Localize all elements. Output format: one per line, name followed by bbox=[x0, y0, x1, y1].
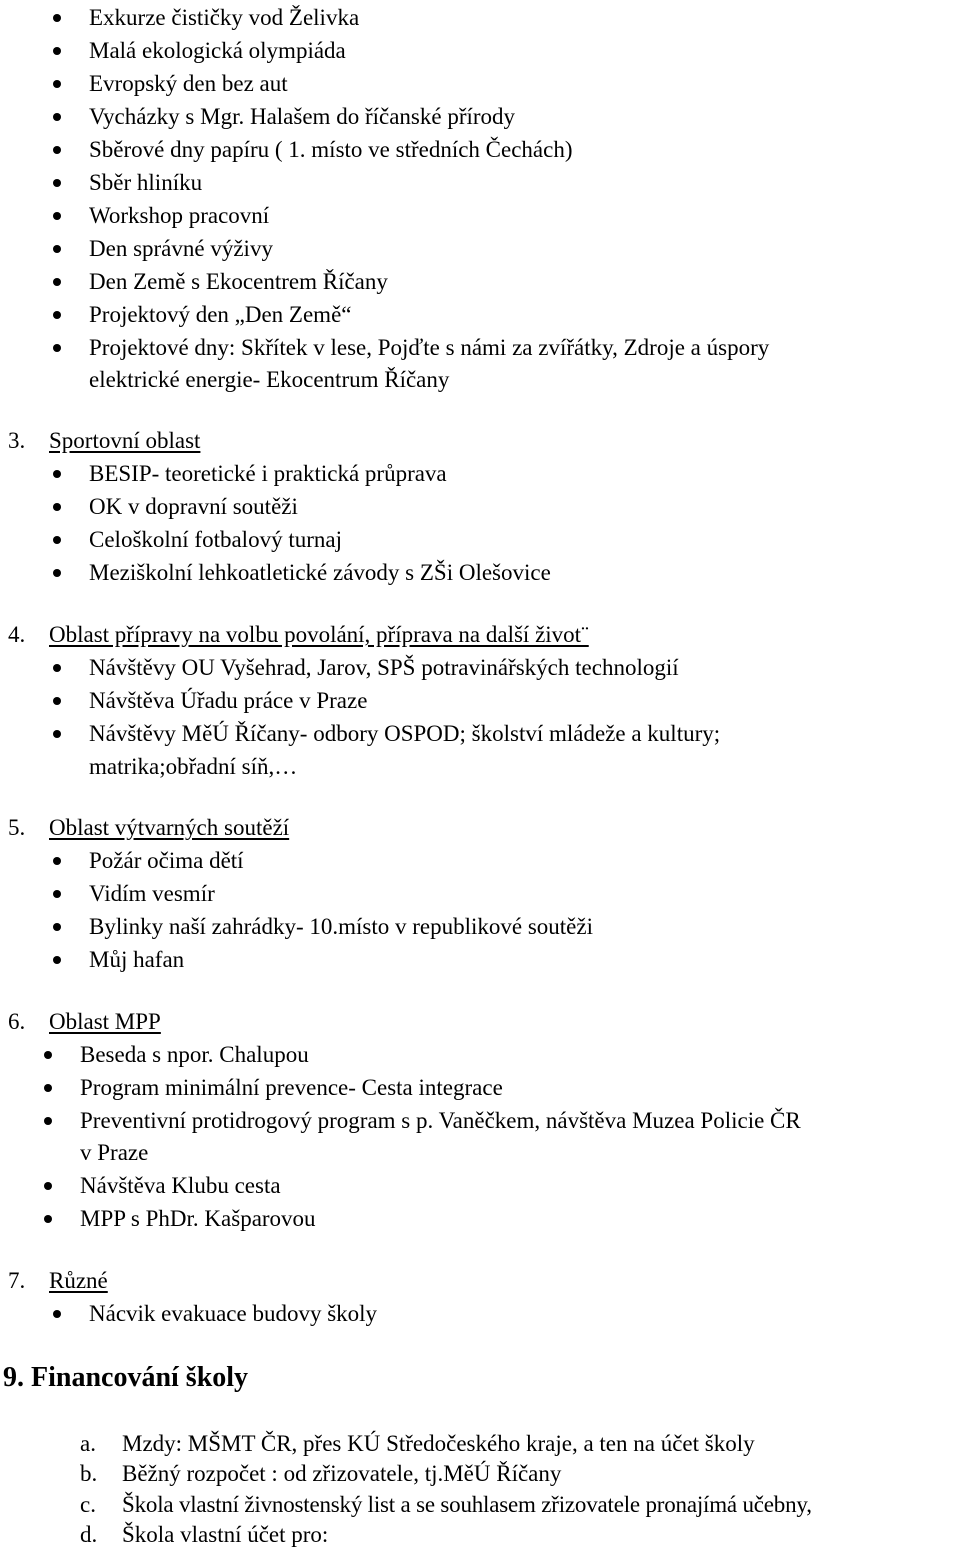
list-letter: b. bbox=[80, 1461, 98, 1486]
list-item: OK v dopravní soutěži bbox=[89, 494, 298, 519]
bullet-icon bbox=[53, 503, 61, 511]
list-item: Celoškolní fotbalový turnaj bbox=[89, 527, 342, 552]
bullet-icon bbox=[53, 923, 61, 931]
list-item: Návštěva Klubu cesta bbox=[80, 1173, 281, 1198]
bullet-icon bbox=[44, 1182, 52, 1190]
section-title: Sportovní oblast bbox=[49, 428, 201, 453]
chapter-heading: 9. Financování školy bbox=[3, 1362, 249, 1393]
bullet-icon bbox=[53, 1310, 61, 1318]
list-item: Vycházky s Mgr. Halašem do říčanské přírody bbox=[89, 104, 516, 129]
list-item: Sběr hliníku bbox=[89, 170, 203, 195]
bullet-icon bbox=[53, 890, 61, 898]
list-item: Mzdy: MŠMT ČR, přes KÚ Středočeského kraje, a ten na účet školy bbox=[122, 1431, 755, 1456]
list-item: Vidím vesmír bbox=[89, 881, 215, 906]
section-title: Oblast výtvarných soutěží bbox=[49, 815, 290, 840]
list-item: Projektový den „Den Země“ bbox=[89, 302, 352, 327]
list-item: Škola vlastní živnostenský list a se souhlasem zřizovatele pronajímá učebny, bbox=[122, 1492, 812, 1517]
bullet-icon bbox=[44, 1051, 52, 1059]
bullet-icon bbox=[53, 212, 61, 220]
bullet-icon bbox=[53, 179, 61, 187]
bullet-icon bbox=[53, 956, 61, 964]
list-item: Bylinky naší zahrádky- 10.místo v republikové soutěži bbox=[89, 914, 593, 939]
bullet-icon bbox=[53, 569, 61, 577]
list-item-continuation: v Praze bbox=[80, 1140, 149, 1165]
section-title: Různé bbox=[49, 1268, 108, 1293]
list-item-continuation: elektrické energie- Ekocentrum Říčany bbox=[89, 367, 450, 392]
list-item: Den Země s Ekocentrem Říčany bbox=[89, 269, 388, 294]
bullet-icon bbox=[53, 664, 61, 672]
list-item: Můj hafan bbox=[89, 947, 185, 972]
section-title: Oblast MPP bbox=[49, 1009, 161, 1034]
bullet-icon bbox=[44, 1215, 52, 1223]
bullet-icon bbox=[53, 278, 61, 286]
section-number: 3. bbox=[8, 428, 26, 453]
bullet-icon bbox=[53, 697, 61, 705]
list-letter: a. bbox=[80, 1431, 96, 1456]
list-item: Exkurze čističky vod Želivka bbox=[89, 5, 360, 30]
list-item: Den správné výživy bbox=[89, 236, 273, 261]
list-item-continuation: matrika;obřadní síň,… bbox=[89, 754, 298, 779]
list-item: Běžný rozpočet : od zřizovatele, tj.MěÚ Říčany bbox=[122, 1461, 562, 1486]
bullet-icon bbox=[53, 14, 61, 22]
list-letter: d. bbox=[80, 1522, 98, 1547]
bullet-icon bbox=[53, 113, 61, 121]
list-item: Návštěvy MěÚ Říčany- odbory OSPOD; školství mládeže a kultury; bbox=[89, 721, 721, 746]
bullet-icon bbox=[53, 47, 61, 55]
list-item: Škola vlastní účet pro: bbox=[122, 1522, 329, 1547]
list-item: Návštěva Úřadu práce v Praze bbox=[89, 688, 368, 713]
list-item: Projektové dny: Skřítek v lese, Pojďte s námi za zvířátky, Zdroje a úspory bbox=[89, 335, 770, 360]
list-item: Preventivní protidrogový program s p. Vaněčkem, návštěva Muzea Policie ČR bbox=[80, 1108, 801, 1133]
list-item: Malá ekologická olympiáda bbox=[89, 38, 346, 63]
section-title: Oblast přípravy na volbu povolání, příprava na další život¨ bbox=[49, 622, 589, 647]
bullet-icon bbox=[53, 730, 61, 738]
list-item: Nácvik evakuace budovy školy bbox=[89, 1301, 378, 1326]
list-item: BESIP- teoretické i praktická průprava bbox=[89, 461, 447, 486]
list-item: Návštěvy OU Vyšehrad, Jarov, SPŠ potravinářských technologií bbox=[89, 655, 679, 680]
bullet-icon bbox=[53, 245, 61, 253]
bullet-icon bbox=[44, 1084, 52, 1092]
section-number: 7. bbox=[8, 1268, 26, 1293]
bullet-icon bbox=[53, 311, 61, 319]
section-number: 5. bbox=[8, 815, 26, 840]
bullet-icon bbox=[44, 1117, 52, 1125]
list-item: Workshop pracovní bbox=[89, 203, 270, 228]
list-item: Program minimální prevence- Cesta integrace bbox=[80, 1075, 503, 1100]
bullet-icon bbox=[53, 146, 61, 154]
bullet-icon bbox=[53, 470, 61, 478]
list-item: Sběrové dny papíru ( 1. místo ve středních Čechách) bbox=[89, 137, 573, 162]
bullet-icon bbox=[53, 536, 61, 544]
list-letter: c. bbox=[80, 1492, 96, 1517]
list-item: MPP s PhDr. Kašparovou bbox=[80, 1206, 316, 1231]
list-item: Meziškolní lehkoatletické závody s ZŠi Olešovice bbox=[89, 560, 551, 585]
bullet-icon bbox=[53, 80, 61, 88]
bullet-icon bbox=[53, 344, 61, 352]
section-number: 4. bbox=[8, 622, 26, 647]
section-number: 6. bbox=[8, 1009, 26, 1034]
list-item: Evropský den bez aut bbox=[89, 71, 288, 96]
list-item: Požár očima dětí bbox=[89, 848, 244, 873]
bullet-icon bbox=[53, 857, 61, 865]
list-item: Beseda s npor. Chalupou bbox=[80, 1042, 309, 1067]
